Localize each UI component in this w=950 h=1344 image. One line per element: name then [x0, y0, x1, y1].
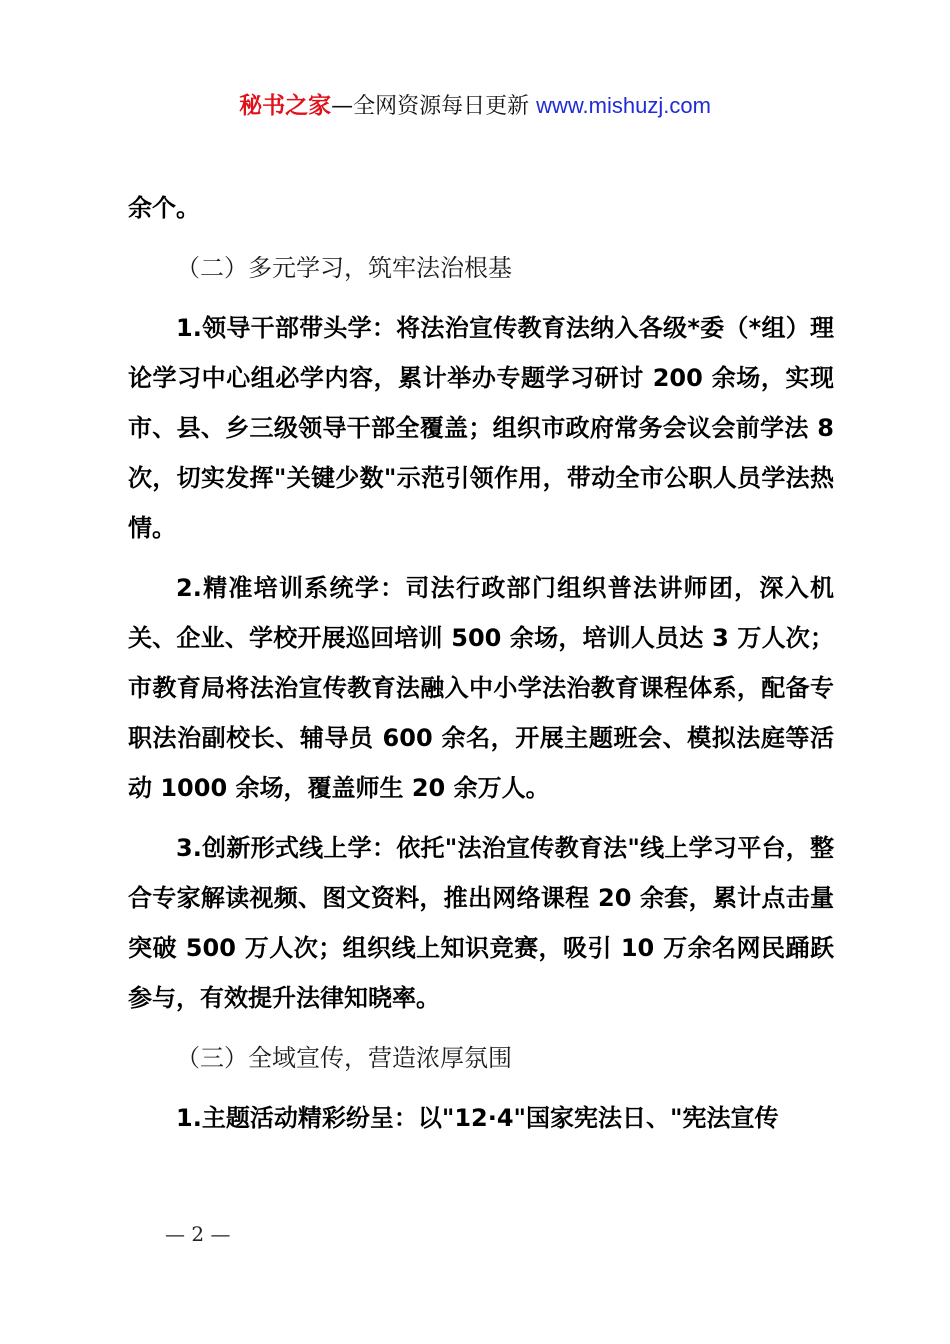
- paragraph-leaders-study: 1.领导干部带头学：将法治宣传教育法纳入各级*委（*组）理论学习中心组必学内容，累计举办专题学习研讨 200 余场，实现市、县、乡三级领导干部全覆盖；组织市政府常务会议会前学法 8 次，切实发挥"关键少数"示范引领作用，带动全市公职人员学法热情。: [128, 314, 834, 542]
- paragraph-online-study: 3.创新形式线上学：依托"法治宣传教育法"线上学习平台，整合专家解读视频、图文资料，推出网络课程 20 余套，累计点击量突破 500 万人次；组织线上知识竞赛，吸引 10 万余名网民踊跃参与，有效提升法律知晓率。: [128, 834, 834, 1012]
- site-url-link[interactable]: www.mishuzj.com: [536, 93, 711, 118]
- site-brand: 秘书之家: [239, 93, 332, 119]
- paragraph-continuation: 余个。: [128, 194, 200, 222]
- document-body: [128, 183, 834, 1143]
- section-heading-3: （三）全域宣传，营造浓厚氛围: [176, 1044, 512, 1072]
- paragraph-theme-activities: 1.主题活动精彩纷呈：以"12·4"国家宪法日、"宪法宣传: [176, 1104, 779, 1132]
- site-slogan: —全网资源每日更新: [331, 94, 537, 119]
- site-header: [0, 86, 950, 127]
- section-heading-2: （二）多元学习，筑牢法治根基: [176, 254, 512, 282]
- page-number: — 2 —: [165, 1222, 231, 1246]
- paragraph-training: 2.精准培训系统学：司法行政部门组织普法讲师团，深入机关、企业、学校开展巡回培训 500 余场，培训人员达 3 万人次；市教育局将法治宣传教育法融入中小学法治教育课程体系，配备专职法治副校长、辅导员 600 余名，开展主题班会、模拟法庭等活动 1000 余场，覆盖师生 20 余万人。: [128, 574, 834, 802]
